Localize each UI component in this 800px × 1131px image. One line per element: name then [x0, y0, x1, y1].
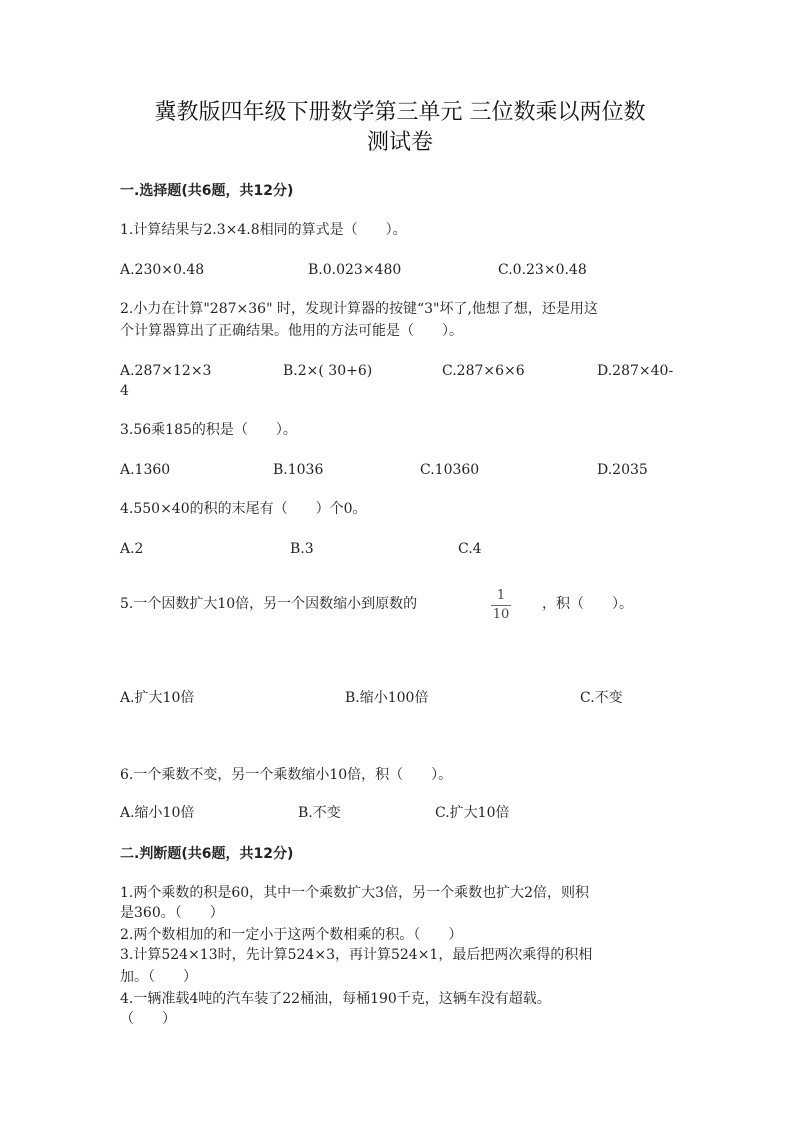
judge-2: 2.两个数相加的和一定小于这两个数相乘的积。（ ） — [120, 927, 463, 943]
judge-1-line-2: 是360。（ ） — [120, 905, 224, 921]
q2-option-d-continuation: 4 — [120, 383, 129, 399]
q2-option-c: C.287×6×6 — [442, 363, 525, 379]
question-2-line-2: 个计算器算出了正确结果。他用的方法可能是（ ）。 — [120, 323, 463, 339]
q4-option-b: B.3 — [290, 541, 314, 557]
judge-3-line-1: 3.计算524×13时，先计算524×3，再计算524×1，最后把两次乘得的积相 — [120, 947, 593, 963]
title-line-1: 冀教版四年级下册数学第三单元 三位数乘以两位数 — [154, 100, 646, 125]
q1-option-b: B.0.023×480 — [308, 262, 402, 278]
section-heading-judge: 二.判断题(共6题，共12分) — [120, 846, 294, 862]
q3-option-a: A.1360 — [120, 462, 171, 478]
q6-option-a: A.缩小10倍 — [120, 805, 195, 821]
q3-option-d: D.2035 — [597, 462, 648, 478]
q1-option-c: C.0.23×0.48 — [498, 262, 587, 278]
q5-option-c: C.不变 — [580, 690, 623, 706]
fraction-one-tenth — [489, 588, 513, 623]
question-2-line-1: 2.小力在计算"287×36" 时，发现计算器的按键“3"坏了,他想了想，还是用这 — [120, 301, 598, 317]
q3-option-b: B.1036 — [273, 462, 324, 478]
q1-option-a: A.230×0.48 — [120, 262, 205, 278]
question-1: 1.计算结果与2.3×4.8相同的算式是（ ）。 — [120, 222, 407, 238]
fraction-bar — [491, 605, 511, 606]
q2-option-d: D.287×40- — [597, 363, 674, 379]
q6-option-b: B.不变 — [298, 805, 341, 821]
q6-option-c: C.扩大10倍 — [435, 805, 510, 821]
question-4: 4.550×40的积的末尾有（ ）个0。 — [120, 501, 367, 517]
q5-option-b: B.缩小100倍 — [345, 690, 429, 706]
q4-option-c: C.4 — [458, 541, 482, 557]
q2-option-a: A.287×12×3 — [120, 363, 212, 379]
fraction-numerator: 1 — [496, 588, 506, 603]
page-title — [100, 98, 700, 158]
judge-4-line-2: （ ） — [120, 1011, 176, 1027]
question-3: 3.56乘185的积是（ ）。 — [120, 422, 297, 438]
question-6: 6.一个乘数不变，另一个乘数缩小10倍，积（ ）。 — [120, 767, 453, 783]
judge-1-line-1: 1.两个乘数的积是60，其中一个乘数扩大3倍，另一个乘数也扩大2倍，则积 — [120, 885, 589, 901]
judge-3-line-2: 加。（ ） — [120, 969, 197, 985]
title-line-2: 测试卷 — [366, 130, 433, 155]
fraction-denominator: 10 — [492, 607, 510, 622]
q4-option-a: A.2 — [120, 541, 144, 557]
question-5-text-after: ，积（ ）。 — [542, 596, 633, 612]
question-5-text: 5.一个因数扩大10倍，另一个因数缩小到原数的 — [120, 596, 418, 612]
q3-option-c: C.10360 — [420, 462, 480, 478]
q2-option-b: B.2×( 30+6) — [283, 363, 373, 379]
section-heading-choice: 一.选择题(共6题，共12分) — [120, 183, 294, 199]
judge-4-line-1: 4.一辆准载4吨的汽车装了22桶油，每桶190千克，这辆车没有超载。 — [120, 991, 551, 1007]
q5-option-a: A.扩大10倍 — [120, 690, 195, 706]
